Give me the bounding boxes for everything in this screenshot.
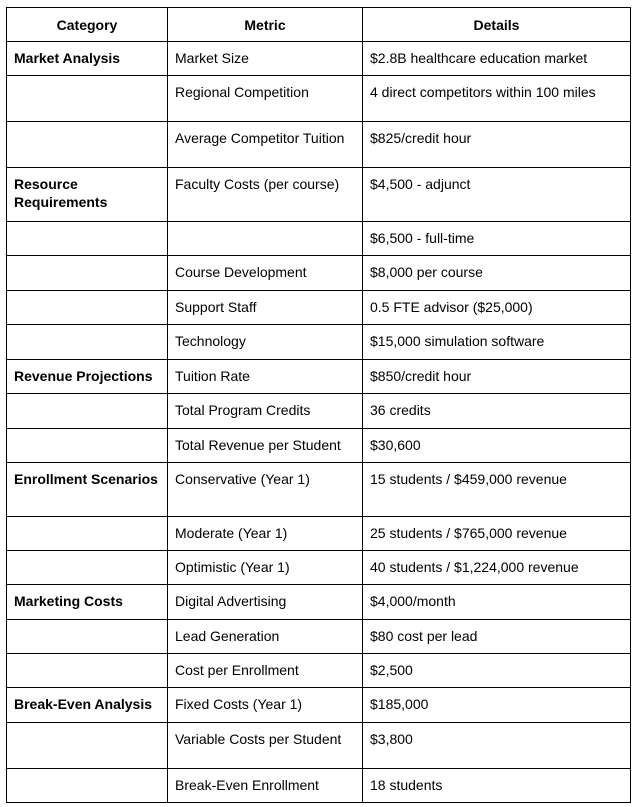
details-cell: 25 students / $765,000 revenue	[363, 517, 631, 551]
metric-cell: Variable Costs per Student	[168, 723, 363, 769]
details-cell: $30,600	[363, 429, 631, 463]
table-row	[7, 463, 631, 517]
category-cell: Revenue Projections	[7, 360, 168, 394]
details-cell: $6,500 - full-time	[363, 222, 631, 256]
metric-cell: Average Competitor Tuition	[168, 122, 363, 168]
table-row	[7, 688, 631, 723]
business-analysis-table	[6, 7, 631, 803]
details-cell: 15 students / $459,000 revenue	[363, 463, 631, 517]
metric-cell: Break-Even Enrollment	[168, 769, 363, 803]
table-row	[7, 122, 631, 168]
table-row	[7, 723, 631, 769]
details-cell: 40 students / $1,224,000 revenue	[363, 551, 631, 585]
metric-cell: Conservative (Year 1)	[168, 463, 363, 517]
details-cell: 36 credits	[363, 394, 631, 429]
metric-cell: Fixed Costs (Year 1)	[168, 688, 363, 723]
metric-cell: Moderate (Year 1)	[168, 517, 363, 551]
metric-cell: Support Staff	[168, 291, 363, 325]
metric-cell: Tuition Rate	[168, 360, 363, 394]
category-cell	[7, 76, 168, 122]
category-cell	[7, 122, 168, 168]
category-cell	[7, 723, 168, 769]
metric-cell: Regional Competition	[168, 76, 363, 122]
metric-cell: Course Development	[168, 256, 363, 291]
metric-cell	[168, 222, 363, 256]
table-row	[7, 654, 631, 688]
table-row	[7, 291, 631, 325]
table-row	[7, 551, 631, 585]
details-cell: 4 direct competitors within 100 miles	[363, 76, 631, 122]
category-cell	[7, 291, 168, 325]
category-cell	[7, 429, 168, 463]
metric-cell: Lead Generation	[168, 620, 363, 654]
metric-cell: Faculty Costs (per course)	[168, 168, 363, 222]
category-cell	[7, 654, 168, 688]
metric-cell: Technology	[168, 325, 363, 360]
header-category: Category	[7, 8, 168, 42]
table-row	[7, 360, 631, 394]
category-cell: Market Analysis	[7, 42, 168, 76]
details-cell: $4,000/month	[363, 585, 631, 620]
details-cell: $15,000 simulation software	[363, 325, 631, 360]
details-cell: $2.8B healthcare education market	[363, 42, 631, 76]
metric-cell: Market Size	[168, 42, 363, 76]
details-cell: $825/credit hour	[363, 122, 631, 168]
category-cell	[7, 394, 168, 429]
details-cell: $8,000 per course	[363, 256, 631, 291]
category-cell	[7, 551, 168, 585]
table-row	[7, 585, 631, 620]
details-cell: $3,800	[363, 723, 631, 769]
metric-cell: Total Program Credits	[168, 394, 363, 429]
category-cell: Marketing Costs	[7, 585, 168, 620]
table-row	[7, 620, 631, 654]
table-row	[7, 168, 631, 222]
table-row	[7, 325, 631, 360]
metric-cell: Optimistic (Year 1)	[168, 551, 363, 585]
details-cell: $80 cost per lead	[363, 620, 631, 654]
details-cell: $2,500	[363, 654, 631, 688]
category-cell: Break-Even Analysis	[7, 688, 168, 723]
table-row	[7, 76, 631, 122]
category-cell	[7, 325, 168, 360]
header-metric: Metric	[168, 8, 363, 42]
metric-cell: Total Revenue per Student	[168, 429, 363, 463]
details-cell: 18 students	[363, 769, 631, 803]
details-cell: $4,500 - adjunct	[363, 168, 631, 222]
table-row	[7, 517, 631, 551]
category-cell	[7, 256, 168, 291]
category-cell: Enrollment Scenarios	[7, 463, 168, 517]
metric-cell: Cost per Enrollment	[168, 654, 363, 688]
metric-cell: Digital Advertising	[168, 585, 363, 620]
category-cell: Resource Requirements	[7, 168, 168, 222]
table-row	[7, 256, 631, 291]
table-row	[7, 429, 631, 463]
details-cell: $850/credit hour	[363, 360, 631, 394]
table-row	[7, 222, 631, 256]
category-cell	[7, 769, 168, 803]
header-details: Details	[363, 8, 631, 42]
table-row	[7, 394, 631, 429]
category-cell	[7, 222, 168, 256]
details-cell: 0.5 FTE advisor ($25,000)	[363, 291, 631, 325]
table-row	[7, 769, 631, 803]
category-cell	[7, 620, 168, 654]
table-row	[7, 42, 631, 76]
details-cell: $185,000	[363, 688, 631, 723]
category-cell	[7, 517, 168, 551]
header-row	[7, 8, 631, 42]
